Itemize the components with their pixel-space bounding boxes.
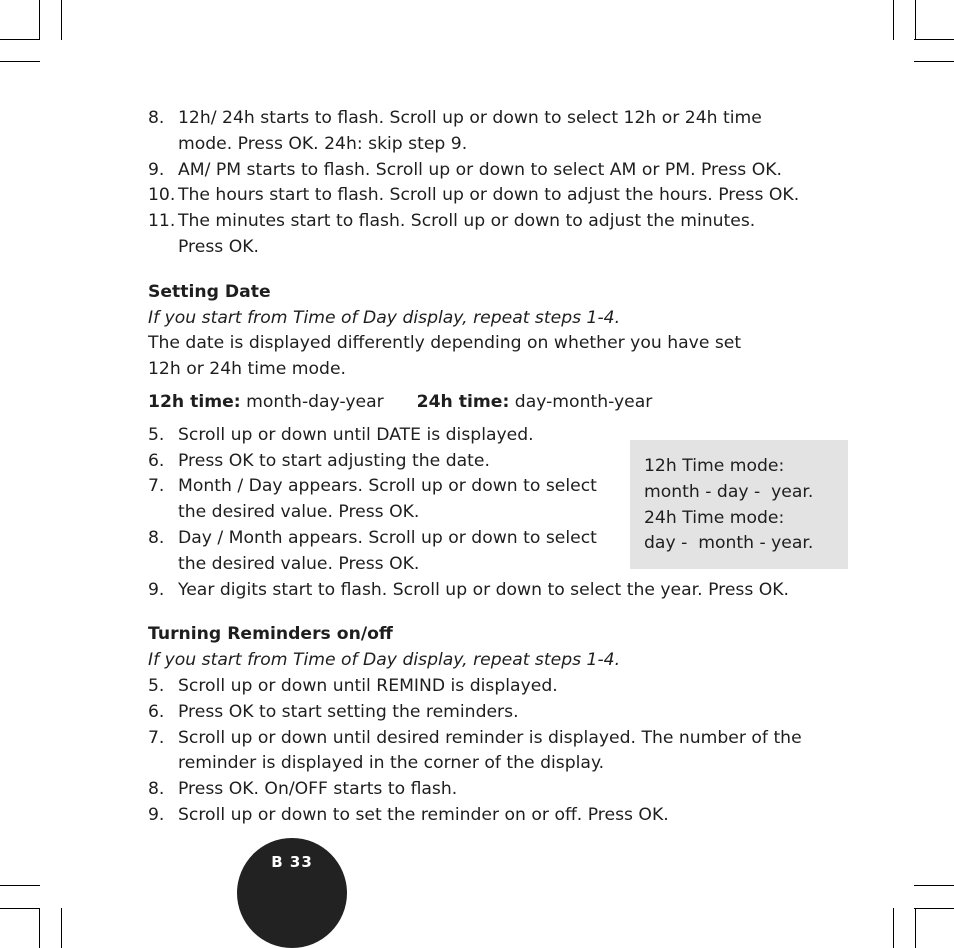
step-number: 6. <box>148 450 165 471</box>
step-text: Scroll up or down to set the reminder on or off. Press OK. <box>178 804 669 825</box>
infobox-line: 24h Time mode: <box>644 507 785 528</box>
list-item <box>148 700 848 726</box>
step-number: 7. <box>148 476 165 497</box>
crop-mark <box>915 0 916 40</box>
crop-mark <box>893 908 894 948</box>
crop-mark <box>61 908 62 948</box>
step-number: 5. <box>148 675 165 696</box>
crop-mark <box>893 0 894 40</box>
infobox-line: month - day - year. <box>644 481 814 502</box>
date-format-infobox <box>630 440 848 569</box>
format-label-24h: 24h time: <box>416 391 510 412</box>
list-item <box>148 726 848 778</box>
section-note: If you start from Time of Day display, repeat steps 1-4. <box>148 307 621 328</box>
step-number: 8. <box>148 108 165 128</box>
section-note: If you start from Time of Day display, repeat steps 1-4. <box>148 650 621 671</box>
crop-mark <box>39 0 40 40</box>
list-item <box>148 209 848 261</box>
section-heading: Setting Date <box>148 281 271 302</box>
page-number: B 33 <box>271 853 313 871</box>
crop-mark <box>39 908 40 948</box>
list-item <box>148 674 848 700</box>
step-number: 9. <box>148 159 165 180</box>
crop-mark <box>914 39 954 40</box>
reminders-section <box>148 622 848 828</box>
section-heading: Turning Reminders on/off <box>148 624 393 645</box>
step-number: 9. <box>148 579 165 600</box>
list-item <box>148 106 848 158</box>
step-text: 12h/ 24h starts to flash. Scroll up or down to select 12h or 24h time mode. Press OK. 24h: skip step 9. <box>178 108 762 154</box>
infobox-line: day - month - year. <box>644 533 814 554</box>
step-text: Scroll up or down until desired reminder is displayed. The number of the reminder is displayed in the corner of the display. <box>178 727 802 774</box>
format-value-12h: month-day-year <box>246 391 384 412</box>
step-text: Month / Day appears. Scroll up or down to select the desired value. Press OK. <box>178 476 597 523</box>
time-steps-list <box>148 106 848 261</box>
crop-mark <box>0 61 40 62</box>
format-label-12h: 12h time: <box>148 391 241 412</box>
crop-mark <box>61 0 62 40</box>
list-item <box>148 526 608 578</box>
step-number: 7. <box>148 727 165 748</box>
section-description: The date is displayed differently depending on whether you have set <box>148 333 742 354</box>
step-number: 10. <box>148 185 176 206</box>
section-description: 12h or 24h time mode. <box>148 359 347 380</box>
reminder-steps-list <box>148 674 848 829</box>
format-value-24h: day-month-year <box>514 391 653 412</box>
crop-mark <box>0 39 40 40</box>
crop-mark <box>914 908 954 909</box>
crop-mark <box>914 61 954 62</box>
infobox-line: 12h Time mode: <box>644 456 785 476</box>
step-number: 5. <box>148 424 165 445</box>
step-text: Press OK to start setting the reminders. <box>178 701 519 722</box>
step-text: Scroll up or down until REMIND is displayed. <box>178 675 558 696</box>
step-text: The hours start to flash. Scroll up or down to adjust the hours. Press OK. <box>178 185 800 206</box>
time-format-line <box>148 390 848 416</box>
step-number: 9. <box>148 804 165 825</box>
list-item <box>148 777 848 803</box>
step-number: 8. <box>148 779 165 800</box>
step-number: 11. <box>148 211 176 232</box>
step-text: Scroll up or down until DATE is displayed. <box>178 424 534 445</box>
crop-mark <box>915 908 916 948</box>
step-number: 6. <box>148 701 165 722</box>
list-item <box>148 474 608 526</box>
list-item <box>148 183 848 209</box>
step-text: Year digits start to flash. Scroll up or down to select the year. Press OK. <box>178 579 790 600</box>
list-item <box>148 578 848 604</box>
step-text: Press OK to start adjusting the date. <box>178 450 490 471</box>
step-text: Day / Month appears. Scroll up or down to select the desired value. Press OK. <box>178 527 597 574</box>
crop-mark <box>914 885 954 886</box>
list-item <box>148 158 848 184</box>
crop-mark <box>0 908 40 909</box>
step-number: 8. <box>148 527 165 548</box>
step-text: The minutes start to flash. Scroll up or down to adjust the minutes. Press OK. <box>178 211 756 257</box>
step-text: AM/ PM starts to flash. Scroll up or down to select AM or PM. Press OK. <box>178 159 782 180</box>
crop-mark <box>0 885 40 886</box>
step-text: Press OK. On/OFF starts to flash. <box>178 779 458 800</box>
list-item <box>148 803 848 829</box>
